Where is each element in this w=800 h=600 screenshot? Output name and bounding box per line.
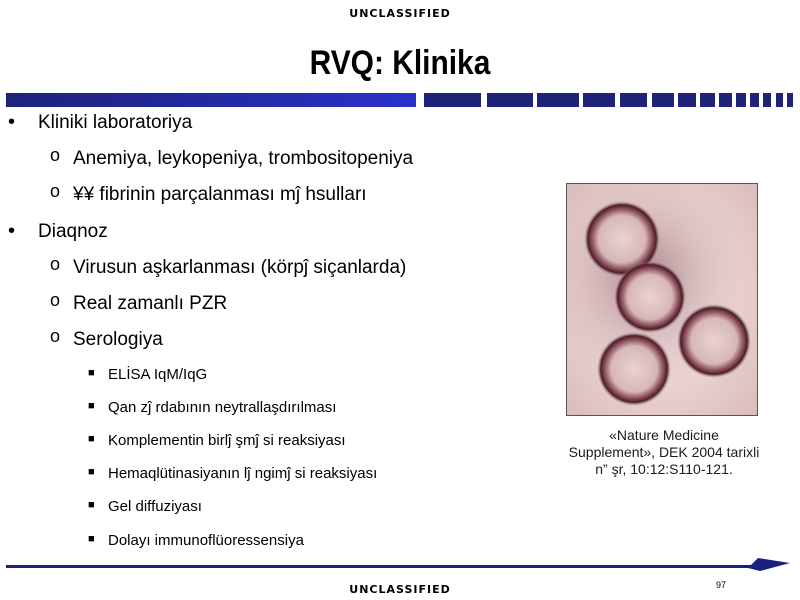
arrow-icon	[748, 555, 792, 575]
sub-bullet-fibrin-products	[50, 181, 367, 206]
serology-item-neutralization	[88, 399, 337, 416]
footer-rule	[6, 565, 756, 568]
serology-item-complement-fixation	[88, 432, 346, 449]
square-bullet-icon: ■	[88, 433, 95, 445]
bullet-text: Diaqnoz	[38, 221, 108, 242]
title-underline-bar	[6, 93, 796, 107]
bullet-text: Kliniki laboratoriya	[38, 112, 193, 133]
bullet-text: Serologiya	[73, 329, 163, 350]
serology-item-indirect-immunofluorescence	[88, 532, 304, 549]
square-bullet-icon: ■	[88, 400, 95, 412]
virus-particle	[614, 261, 686, 333]
page-number: 97	[716, 580, 727, 590]
bullet-dot-icon: •	[8, 220, 16, 242]
image-caption	[548, 427, 780, 478]
virus-micrograph-image	[566, 183, 758, 416]
sub-bullet-serology	[50, 326, 163, 351]
slide-title: RVQ: Klinika	[309, 44, 491, 82]
bullet-text: ELİSA IqM/IqG	[108, 366, 208, 383]
classification-banner-bottom: UNCLASSIFIED	[349, 583, 451, 596]
bullet-text: Qan zĵ rdabının neytrallaşdırılması	[108, 399, 337, 416]
sub-bullet-virus-detection	[50, 254, 407, 279]
bullet-text: Hemaqlütinasiyanın lĵ ngimĵ si reaksiyası	[108, 465, 378, 482]
circle-bullet-icon: o	[50, 290, 61, 310]
bullet-text: ¥¥ fibrinin parçalanması mĵ hsulları	[73, 184, 367, 205]
classification-banner-top: UNCLASSIFIED	[349, 7, 451, 20]
serology-item-hemagglutination-inhibition	[88, 465, 378, 482]
bullet-text: Dolayı immunoflüoressensiya	[108, 532, 304, 549]
virus-particle	[597, 332, 671, 406]
sub-bullet-realtime-pcr	[50, 290, 228, 315]
bullet-text: Anemiya, leykopeniya, trombositopeniya	[73, 148, 414, 169]
caption-line: Supplement», DEK 2004 tarixli	[568, 444, 760, 460]
bullet-text: Real zamanlı PZR	[73, 293, 228, 314]
square-bullet-icon: ■	[88, 367, 95, 379]
bullet-text: Virusun aşkarlanması (körpĵ siçanlarda)	[73, 257, 407, 278]
bullet-clinical-lab	[8, 111, 193, 134]
bullet-dot-icon: •	[8, 111, 16, 133]
virus-particles-illustration	[567, 184, 757, 415]
caption-line: n” şr, 10:12:S110-121.	[595, 461, 733, 477]
bullet-diagnosis	[8, 220, 108, 243]
square-bullet-icon: ■	[88, 533, 95, 545]
bullet-text: Gel diffuziyası	[108, 498, 202, 515]
circle-bullet-icon: o	[50, 326, 61, 346]
square-bullet-icon: ■	[88, 499, 95, 511]
caption-line: «Nature Medicine	[609, 427, 719, 443]
circle-bullet-icon: o	[50, 254, 61, 274]
serology-item-elisa	[88, 366, 208, 383]
bullet-text: Komplementin birlĵ şmĵ si reaksiyası	[108, 432, 346, 449]
serology-item-gel-diffusion	[88, 498, 202, 515]
sub-bullet-blood-counts	[50, 145, 414, 170]
virus-particle	[677, 304, 751, 378]
circle-bullet-icon: o	[50, 181, 61, 201]
circle-bullet-icon: o	[50, 145, 61, 165]
square-bullet-icon: ■	[88, 466, 95, 478]
